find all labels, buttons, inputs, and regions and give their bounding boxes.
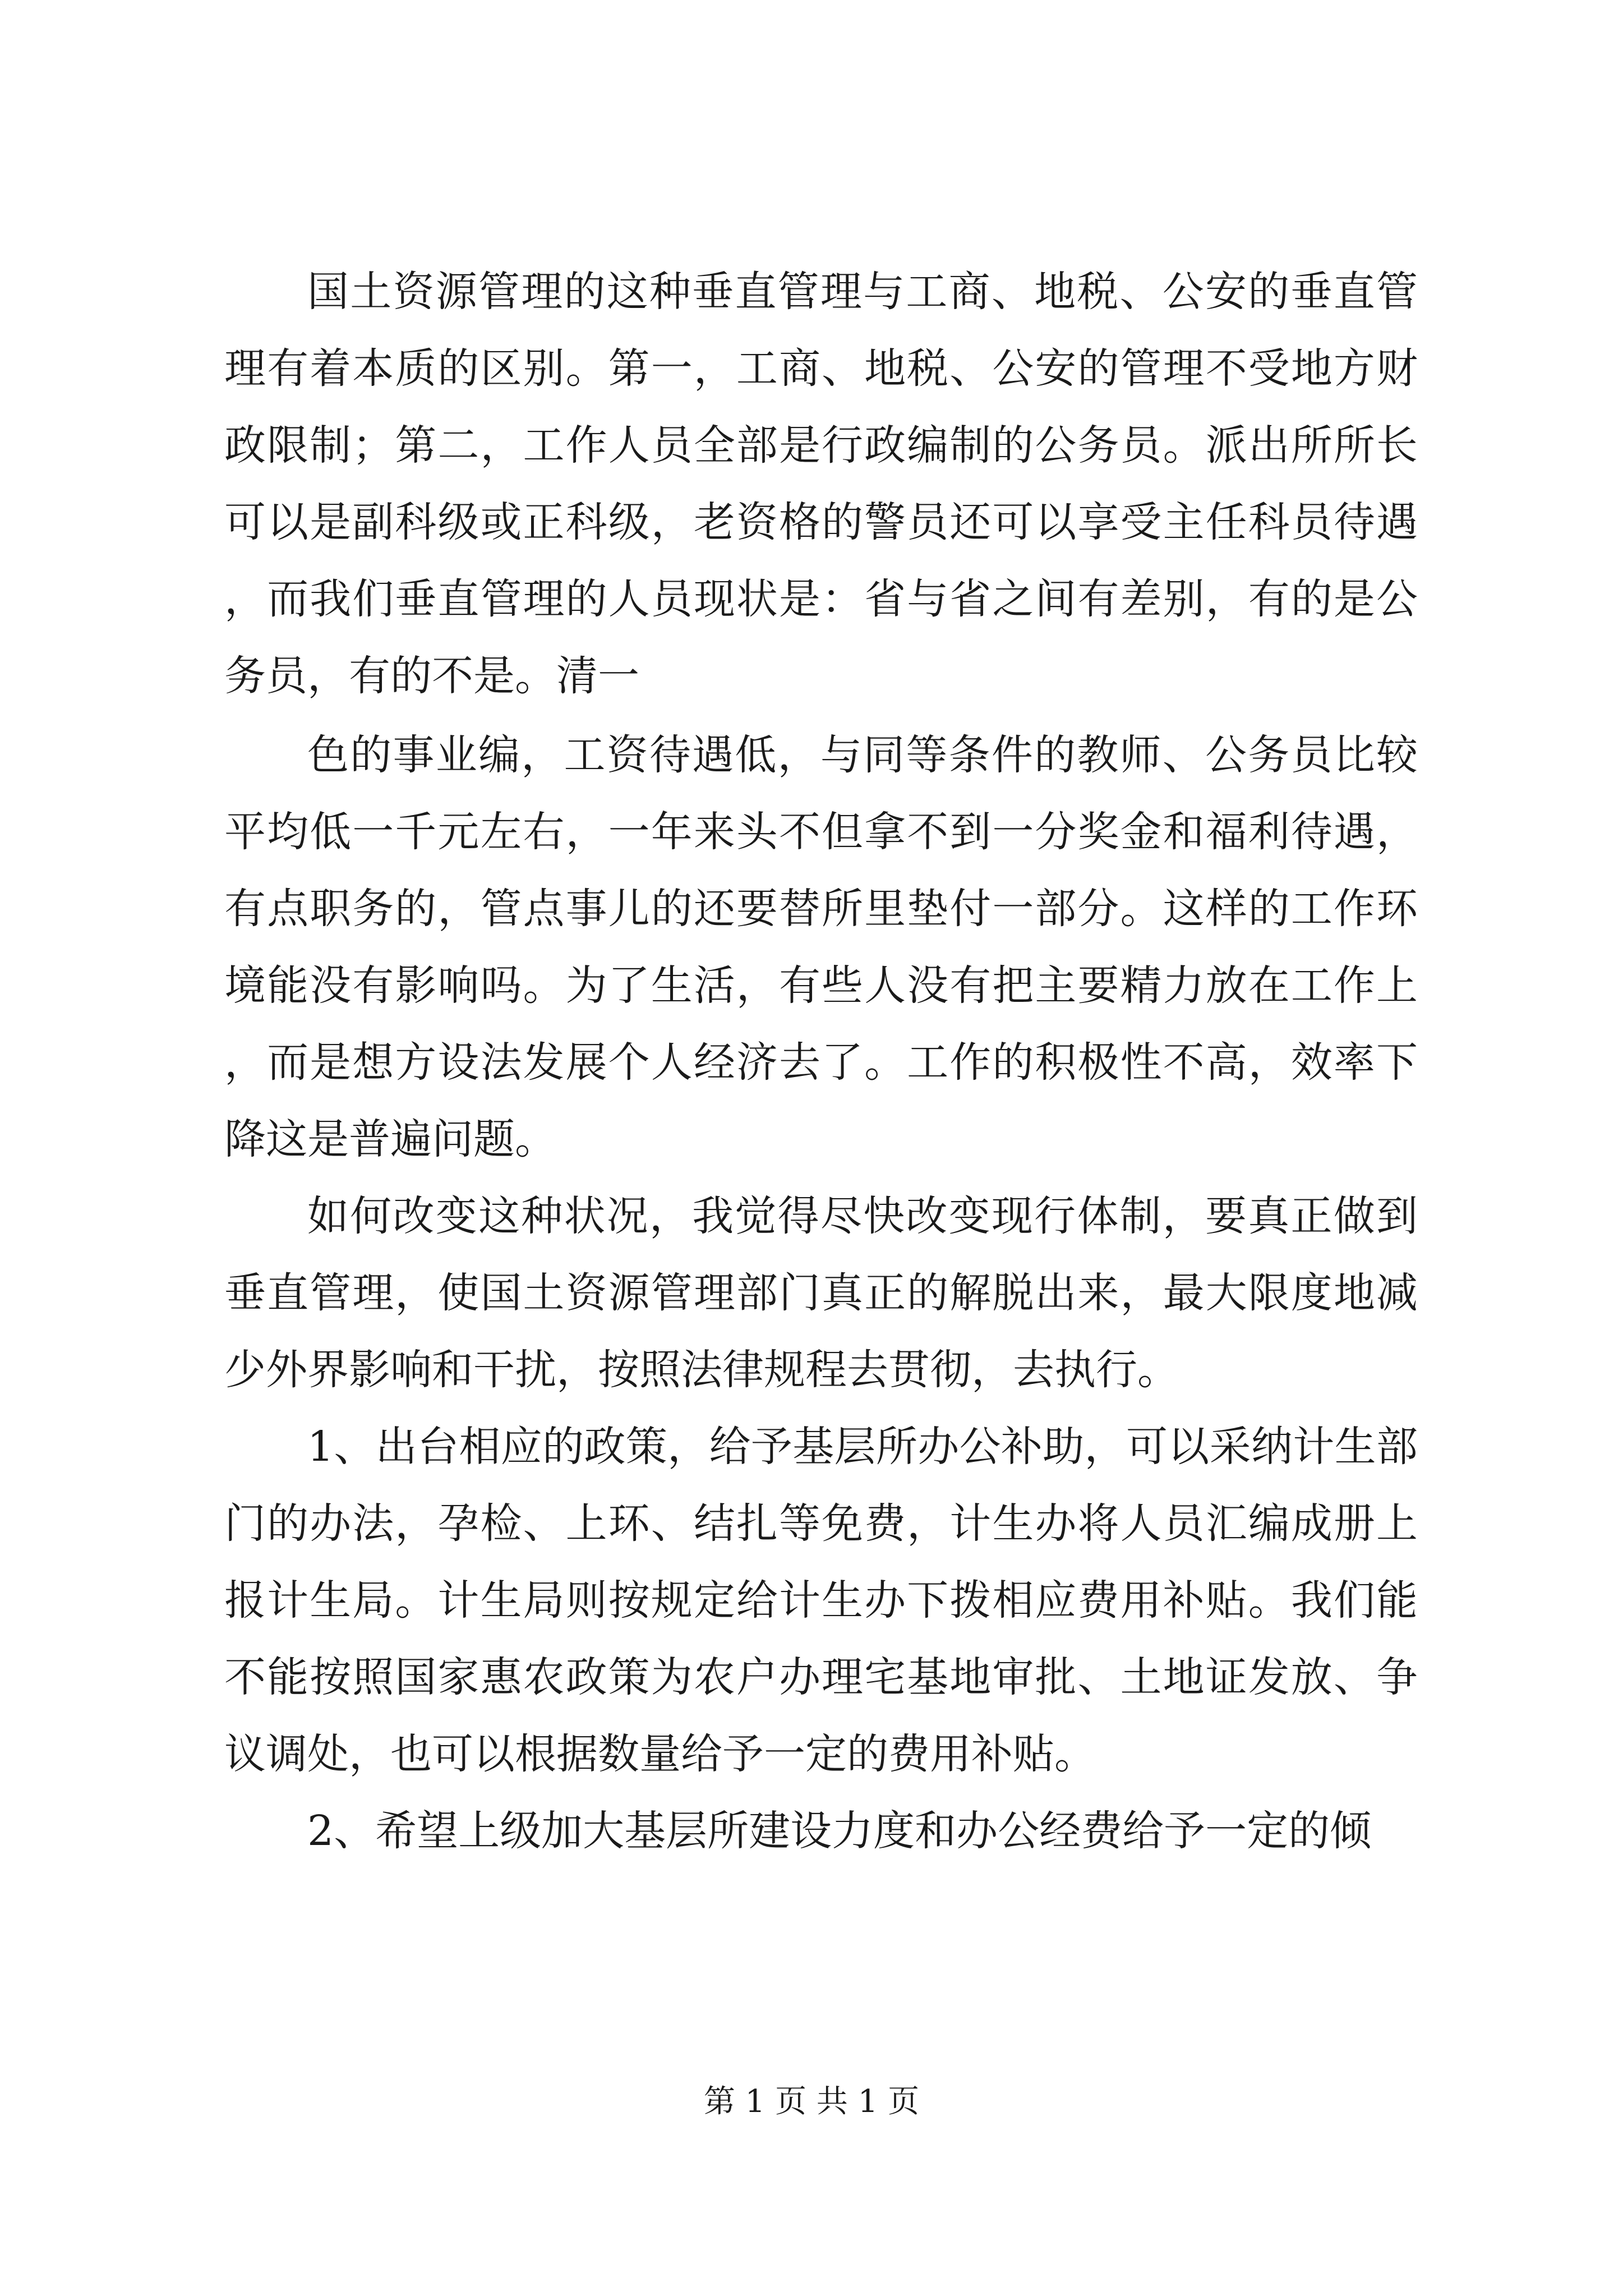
paragraph-4: 1、出台相应的政策，给予基层所办公补助，可以采纳计生部门的办法，孕检、上环、结扎等免费，计生办将人员汇编成册上报计生局。计生局则按规定给计生办下拨相应费用补贴。我们能不能按照国家惠农政策为农户办理宅基地审批、土地证发放、争议调处，也可以根据数量给予一定的费用补贴。 [224, 1423, 1418, 1778]
paragraph-1: 国土资源管理的这种垂直管理与工商、地税、公安的垂直管理有着本质的区别。第一，工商、地税、公安的管理不受地方财政限制；第二，工作人员全部是行政编制的公务员。派出所所长可以是副科级或正科级，老资格的警员还可以享受主任科员待遇，而我们垂直管理的人员现状是：省与省之间有差别，有的是公务员，有的不是。清一 [224, 268, 1418, 700]
paragraph-3: 如何改变这种状况，我觉得尽快改变现行体制，要真正做到垂直管理，使国土资源管理部门真正的解脱出来，最大限度地减少外界影响和干扰，按照法律规程去贯彻，去执行。 [224, 1192, 1418, 1394]
page-footer: 第 1 页 共 1 页 [703, 2083, 920, 2120]
paragraph-2: 色的事业编，工资待遇低，与同等条件的教师、公务员比较平均低一千元左右，一年来头不但拿不到一分奖金和福利待遇，有点职务的，管点事儿的还要替所里垫付一部分。这样的工作环境能没有影响吗。为了生活，有些人没有把主要精力放在工作上，而是想方设法发展个人经济去了。工作的积极性不高，效率下降这是普遍问题。 [224, 731, 1418, 1163]
document-body [224, 254, 1418, 1870]
paragraph-5: 2、希望上级加大基层所建设力度和办公经费给予一定的倾 [307, 1807, 1372, 1855]
